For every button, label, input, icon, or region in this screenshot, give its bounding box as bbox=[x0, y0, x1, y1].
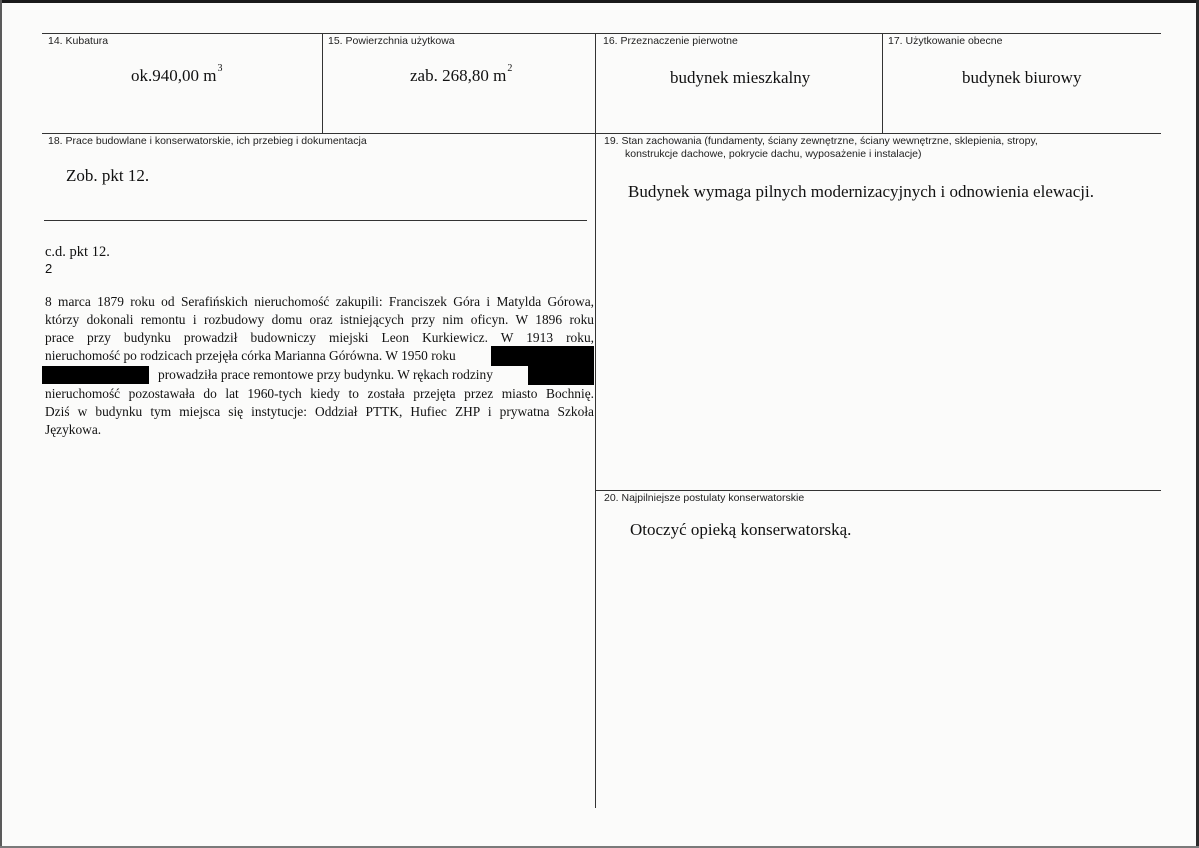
page-border-left bbox=[0, 0, 2, 848]
paragraph-line-7: Dziś w budynku tym miejsca się instytucje: Oddział PTTK, Hufiec ZHP i prywatna Szkoła bbox=[45, 404, 594, 419]
redaction-box-1 bbox=[491, 346, 594, 366]
divider-field-18-separator bbox=[44, 220, 587, 221]
paragraph-line-4-text: nieruchomość po rodzicach przejęła córka Marianna Górówna. W 1950 roku bbox=[45, 348, 456, 363]
continuation-heading: c.d. pkt 12. bbox=[45, 244, 110, 260]
paragraph-line-6: nieruchomość pozostawała do lat 1960-tych kiedy to została przejęta przez miasto Bochnię. bbox=[45, 386, 594, 401]
field-15-label: 15. Powierzchnia użytkowa bbox=[328, 35, 455, 47]
field-19-value: Budynek wymaga pilnych modernizacyjnych i odnowienia elewacji. bbox=[628, 182, 1094, 201]
field-16-value: budynek mieszkalny bbox=[670, 68, 811, 87]
continuation-page-number: 2 bbox=[45, 261, 53, 276]
field-15-value: zab. 268,80 $m^2$ bbox=[410, 63, 513, 85]
divider-row-1-bottom bbox=[42, 133, 1161, 134]
divider-col-16-17 bbox=[882, 33, 883, 133]
paragraph-line-5 bbox=[45, 365, 594, 385]
redaction-box-2 bbox=[42, 366, 149, 384]
page-border-top bbox=[0, 0, 1199, 3]
field-14-value: ok.940,00 $m^3$ bbox=[131, 63, 223, 85]
paragraph-line-4 bbox=[45, 347, 594, 365]
divider-top-row bbox=[42, 33, 1161, 34]
field-19-label-line-1: 19. Stan zachowania (fundamenty, ściany zewnętrzne, ściany wewnętrzne, sklepienia, stropy, bbox=[604, 135, 1038, 147]
field-19-label-line-2: konstrukcje dachowe, pokrycie dachu, wyposażenie i instalacje) bbox=[625, 148, 922, 160]
divider-col-14-15 bbox=[322, 33, 323, 133]
paragraph-line-3: prace przy budynku prowadził budowniczy miejski Leon Kurkiewicz. W 1913 roku, bbox=[45, 330, 594, 345]
paragraph-line-8: Językowa. bbox=[45, 422, 102, 437]
field-14-unit-superscript: 3 bbox=[217, 63, 223, 74]
divider-field-19-20 bbox=[596, 490, 1161, 491]
continuation-paragraph bbox=[45, 293, 594, 439]
field-19-label bbox=[604, 135, 1038, 161]
divider-col-left-right bbox=[595, 33, 596, 808]
field-17-value: budynek biurowy bbox=[962, 68, 1082, 87]
paragraph-line-1: 8 marca 1879 roku od Serafińskich nieruchomość zakupili: Franciszek Góra i Matylda Górowa, bbox=[45, 294, 594, 309]
paragraph-line-2: którzy dokonali remontu i rozbudowy domu oraz istniejących przy nim oficyn. W 1896 roku bbox=[45, 312, 594, 327]
field-18-label: 18. Prace budowlane i konserwatorskie, ich przebieg i dokumentacja bbox=[48, 135, 367, 147]
field-20-value: Otoczyć opieką konserwatorską. bbox=[630, 520, 852, 539]
paragraph-line-5-text: prowadziła prace remontowe przy budynku. W rękach rodziny bbox=[158, 367, 493, 382]
field-20-label: 20. Najpilniejsze postulaty konserwatorskie bbox=[604, 492, 805, 504]
field-17-label: 17. Użytkowanie obecne bbox=[888, 35, 1003, 47]
redaction-box-3 bbox=[528, 365, 594, 385]
field-15-unit-superscript: 2 bbox=[507, 63, 513, 74]
field-16-label: 16. Przeznaczenie pierwotne bbox=[603, 35, 738, 47]
field-14-label: 14. Kubatura bbox=[48, 35, 109, 47]
field-18-value: Zob. pkt 12. bbox=[66, 166, 150, 185]
